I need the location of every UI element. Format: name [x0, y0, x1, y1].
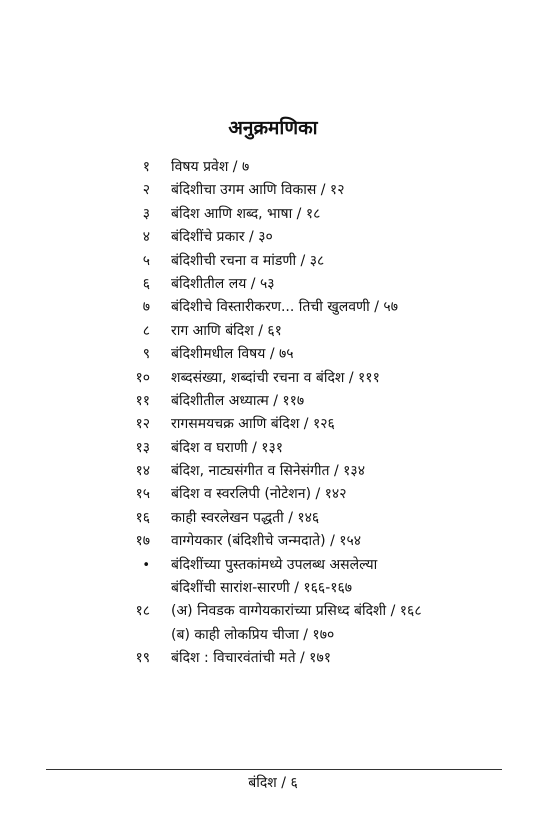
page-footer: बंदिश / ६ — [248, 775, 298, 791]
toc-entry-number: १४ — [135, 463, 150, 480]
toc-entry-number: ९ — [142, 346, 150, 363]
toc-entry — [0, 624, 546, 647]
toc-entry-title: वाग्गेयकार (बंदिशीचे जन्मदाते) / १५४ — [171, 533, 362, 550]
toc-entry — [0, 367, 546, 390]
toc-entry — [0, 156, 546, 179]
toc-entry — [0, 250, 546, 273]
toc-entry-title: (ब) काही लोकप्रिय चीजा / १७० — [171, 626, 335, 643]
toc-entry-title: बंदिश आणि शब्द, भाषा / १८ — [171, 205, 321, 222]
toc-entry-title: बंदिश व स्वरलिपी (नोटेशन) / १४२ — [171, 486, 347, 503]
toc-entry-number: २ — [142, 182, 150, 199]
toc-entry-number: ११ — [135, 392, 150, 409]
toc-entry — [0, 600, 546, 623]
toc-entry-title: बंदिश, नाट्यसंगीत व सिनेसंगीत / १३४ — [171, 463, 365, 480]
toc-entry-title: शब्दसंख्या, शब्दांची रचना व बंदिश / १११ — [171, 369, 380, 386]
toc-entry-title: (अ) निवडक वाग्गेयकारांच्या प्रसिध्द बंदिशी / १६८ — [171, 603, 422, 620]
toc-entry-title: बंदिशीची रचना व मांडणी / ३८ — [171, 252, 325, 269]
bullet-icon: • — [142, 557, 150, 573]
footer-divider — [46, 769, 502, 770]
table-of-contents — [0, 156, 546, 671]
toc-entry-title: बंदिशीचे विस्तारीकरण... तिची खुलवणी / ५७ — [171, 299, 398, 316]
toc-entry — [0, 203, 546, 226]
toc-entry-number: १२ — [135, 416, 150, 433]
toc-entry — [0, 554, 546, 577]
toc-entry — [0, 343, 546, 366]
toc-entry-number: १७ — [135, 533, 150, 550]
toc-entry — [0, 460, 546, 483]
toc-entry — [0, 507, 546, 530]
toc-entry-title: राग आणि बंदिश / ६१ — [171, 322, 282, 339]
toc-entry-number: ६ — [142, 275, 150, 292]
toc-entry — [0, 273, 546, 296]
toc-entry-title: बंदिशीतील अध्यात्म / ११७ — [171, 392, 305, 409]
toc-entry-number: ७ — [142, 299, 150, 316]
toc-entry-title: रागसमयचक्र आणि बंदिश / १२६ — [171, 416, 335, 433]
toc-entry-number: १८ — [135, 603, 150, 620]
toc-entry-title: बंदिशीतील लय / ५३ — [171, 275, 275, 292]
toc-entry-title: बंदिशीचा उगम आणि विकास / १२ — [171, 182, 345, 199]
toc-entry-number: ८ — [142, 322, 150, 339]
toc-entry-number: १ — [142, 159, 150, 175]
toc-entry — [0, 437, 546, 460]
toc-entry — [0, 483, 546, 506]
toc-entry-title: बंदिश व घराणी / १३१ — [171, 439, 284, 456]
toc-entry — [0, 226, 546, 249]
toc-entry-title: बंदिश : विचारवंतांची मते / १७१ — [171, 650, 332, 667]
toc-entry-number: १९ — [135, 650, 150, 667]
toc-entry-title: विषय प्रवेश / ७ — [171, 159, 250, 175]
toc-entry — [0, 390, 546, 413]
toc-entry-title: काही स्वरलेखन पद्धती / १४६ — [171, 509, 320, 526]
toc-entry-number: १५ — [135, 486, 150, 503]
toc-entry-number: १३ — [135, 439, 150, 456]
toc-entry — [0, 179, 546, 202]
toc-entry-number: ३ — [142, 205, 150, 222]
toc-entry — [0, 413, 546, 436]
toc-entry — [0, 296, 546, 319]
toc-entry-number: १० — [135, 369, 150, 386]
toc-entry — [0, 530, 546, 553]
toc-entry — [0, 577, 546, 600]
toc-entry-title: बंदिशींचे प्रकार / ३० — [171, 229, 273, 246]
page-title: अनुक्रमणिका — [228, 117, 318, 139]
toc-entry-title: बंदिशींची सारांश-सारणी / १६६-१६७ — [171, 580, 353, 597]
toc-entry-number: ४ — [142, 229, 150, 246]
toc-entry-title: बंदिशीमधील विषय / ७५ — [171, 346, 294, 363]
toc-entry — [0, 647, 546, 670]
toc-entry-title: बंदिशींच्या पुस्तकांमध्ये उपलब्ध असलेल्या — [171, 556, 378, 573]
toc-entry-number: ५ — [142, 252, 150, 269]
toc-entry-number: १६ — [135, 509, 150, 526]
toc-entry — [0, 320, 546, 343]
